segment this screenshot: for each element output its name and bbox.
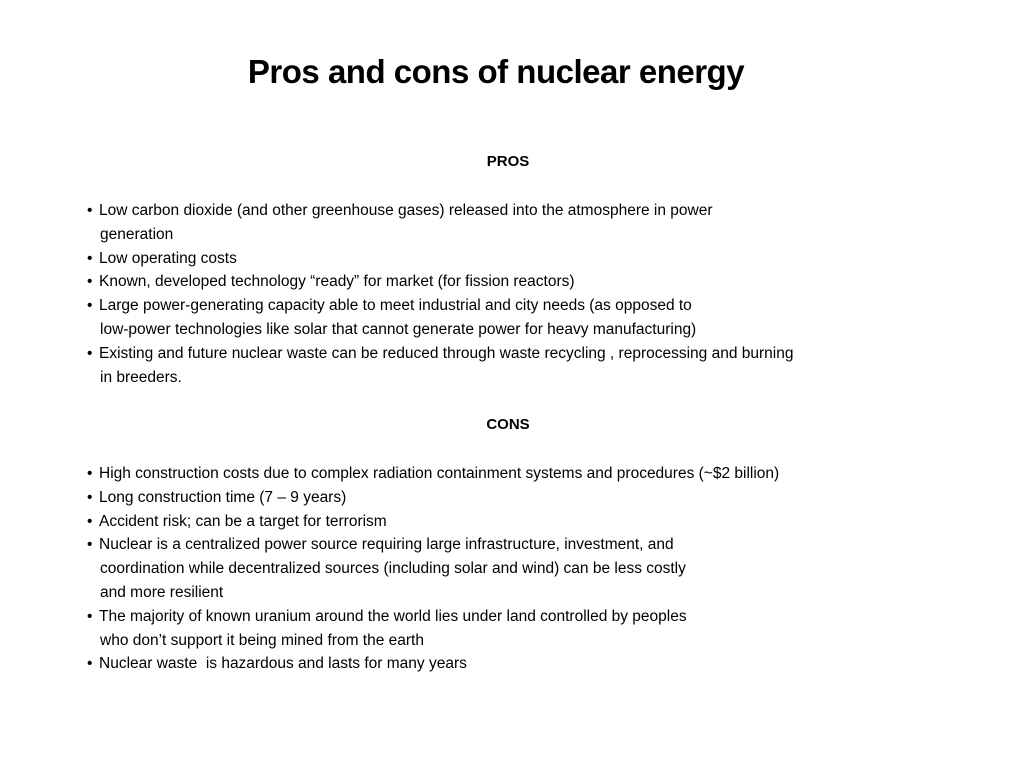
pros-list: [87, 199, 987, 389]
pros-item-text: Low carbon dioxide (and other greenhouse gases) released into the atmosphere in power: [99, 202, 713, 219]
cons-item-text: Nuclear waste is hazardous and lasts for many years: [99, 655, 467, 673]
cons-list: [87, 462, 987, 676]
pros-item: [87, 199, 987, 247]
pros-item-text: Low operating costs: [99, 249, 237, 267]
pros-item: [87, 342, 987, 390]
cons-item-text: Accident risk; can be a target for terrorism: [99, 512, 387, 530]
pros-item: [87, 270, 987, 294]
cons-item: [87, 486, 987, 510]
pros-item: [87, 247, 987, 271]
bullet-icon: •: [87, 536, 93, 554]
pros-heading: PROS: [486, 153, 530, 170]
cons-heading: CONS: [486, 416, 530, 433]
cons-item-text: who don’t support it being mined from the earth: [100, 631, 424, 649]
bullet-icon: •: [87, 512, 93, 530]
bullet-icon: •: [87, 344, 93, 362]
pros-item-text: Existing and future nuclear waste can be reduced through waste recycling , reprocessing and burning: [99, 344, 794, 362]
pros-item-text: low-power technologies like solar that cannot generate power for heavy manufacturing): [100, 320, 697, 338]
pros-item-text: Large power-generating capacity able to meet industrial and city needs (as opposed to: [99, 297, 692, 315]
cons-item-text: coordination while decentralized sources (including solar and wind) can be less costly: [100, 560, 686, 578]
bullet-icon: •: [87, 273, 93, 291]
cons-item: [87, 510, 987, 534]
bullet-icon: •: [87, 607, 93, 625]
bullet-icon: •: [87, 249, 93, 267]
bullet-icon: •: [87, 488, 93, 506]
page-title: Pros and cons of nuclear energy: [247, 53, 745, 90]
cons-item-text: and more resilient: [100, 583, 224, 601]
cons-item: [87, 462, 987, 486]
cons-item-text: The majority of known uranium around the world lies under land controlled by peoples: [99, 607, 687, 625]
bullet-icon: •: [87, 297, 93, 315]
cons-item-text: High construction costs due to complex radiation containment systems and procedures (~$2 billion): [99, 465, 780, 482]
cons-item: [87, 533, 987, 604]
cons-item: [87, 652, 987, 676]
pros-item-text: in breeders.: [100, 368, 182, 386]
bullet-icon: •: [87, 655, 93, 673]
cons-item-text: Nuclear is a centralized power source requiring large infrastructure, investment, and: [99, 536, 674, 554]
pros-item: [87, 294, 987, 342]
cons-item-text: Long construction time (7 – 9 years): [99, 488, 347, 506]
cons-item: [87, 605, 987, 653]
pros-item-text: generation: [100, 225, 174, 243]
bullet-icon: •: [87, 202, 93, 219]
bullet-icon: •: [87, 465, 93, 482]
pros-item-text: Known, developed technology “ready” for market (for fission reactors): [99, 273, 575, 291]
